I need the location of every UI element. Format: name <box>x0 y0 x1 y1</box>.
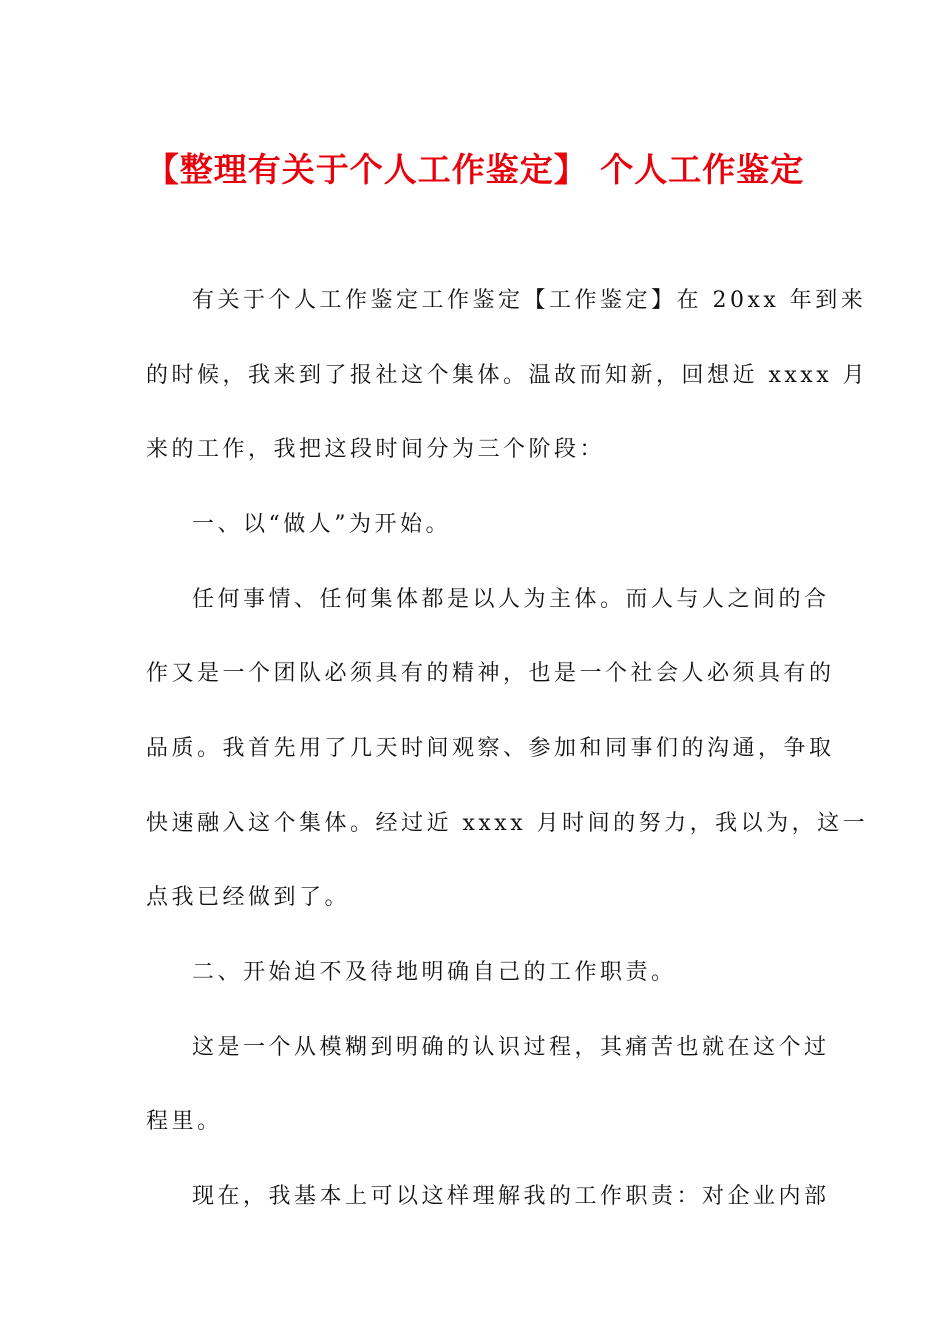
paragraph-line: 现在，我基本上可以这样理解我的工作职责：对企业内部 <box>192 1184 830 1209</box>
paragraph-line: 品质。我首先用了几天时间观察、参加和同事们的沟通，争取 <box>146 736 835 761</box>
document-title: 【整理有关于个人工作鉴定】 个人工作鉴定 <box>145 150 805 189</box>
section-heading: 二、开始迫不及待地明确自己的工作职责。 <box>192 960 677 985</box>
paragraph-line: 有关于个人工作鉴定工作鉴定【工作鉴定】在 20xx 年到来 <box>192 288 867 313</box>
paragraph-line: 来的工作，我把这段时间分为三个阶段： <box>146 437 606 462</box>
paragraph-line: 程里。 <box>146 1109 223 1134</box>
paragraph-line: 的时候，我来到了报社这个集体。温故而知新，回想近 xxxx 月 <box>146 363 869 388</box>
paragraph-line: 作又是一个团队必须具有的精神，也是一个社会人必须具有的 <box>146 661 835 686</box>
paragraph-line: 这是一个从模糊到明确的认识过程，其痛苦也就在这个过 <box>192 1035 830 1060</box>
paragraph-line: 快速融入这个集体。经过近 xxxx 月时间的努力，我以为，这一 <box>146 811 869 836</box>
paragraph-line: 点我已经做到了。 <box>146 885 351 910</box>
section-heading: 一、以“做人”为开始。 <box>192 512 451 537</box>
paragraph-line: 任何事情、任何集体都是以人为主体。而人与人之间的合 <box>192 587 830 612</box>
